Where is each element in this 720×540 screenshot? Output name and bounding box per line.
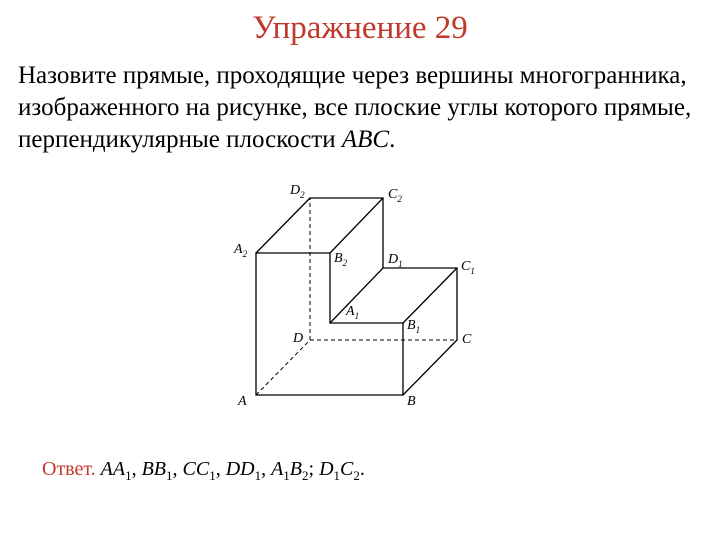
answer-item: BB <box>141 458 166 480</box>
answer-item: D <box>319 458 334 480</box>
answer-sep: , <box>261 458 272 480</box>
answer-item: AA <box>100 458 126 480</box>
label-D2: $D_2$ <box>290 183 305 200</box>
label-B2: $B_2$ <box>334 251 348 268</box>
answer-sub: 1 <box>209 468 216 483</box>
label-A: A <box>238 394 247 409</box>
answer-sub: 2 <box>353 468 360 483</box>
answer-sep: ; <box>308 458 320 480</box>
answer-item: DD <box>225 458 255 480</box>
answer-lead: Ответ. <box>42 458 96 480</box>
edge-C2B2 <box>330 198 383 253</box>
answer-item: B <box>289 458 303 480</box>
label-B1: $B_1$ <box>407 318 421 335</box>
answer-item: CC <box>182 458 210 480</box>
edge-AD-hidden <box>256 340 310 395</box>
answer-sub: 1 <box>166 468 173 483</box>
label-A2: $A_2$ <box>234 242 248 259</box>
answer-sep: . <box>359 458 365 480</box>
page-title: Упражнение 29 <box>252 10 468 46</box>
label-C1: $C_1$ <box>461 259 475 276</box>
edge-A2D2 <box>256 198 310 253</box>
label-B: B <box>407 394 416 409</box>
problem-end: . <box>389 126 396 153</box>
label-D: D <box>293 331 304 346</box>
label-C: C <box>462 332 472 347</box>
answer-sub: 1 <box>283 468 290 483</box>
answer <box>42 458 365 484</box>
answer-sep: , <box>172 458 183 480</box>
answer-sub: 2 <box>302 468 309 483</box>
label-A1: $A_1$ <box>346 304 360 321</box>
problem-text: Назовите прямые, проходящие через вершины многогранника, изображенного на рисунке, все плоские углы которого прямые, перпендикулярные плоскости <box>18 62 692 153</box>
answer-item: A <box>271 458 284 480</box>
answer-sub: 1 <box>333 468 341 483</box>
problem-plane: ABC <box>341 126 390 153</box>
answer-item: C <box>340 458 354 480</box>
edge-C1B1 <box>403 268 457 323</box>
answer-sub: 1 <box>254 468 262 483</box>
answer-sep: , <box>131 458 142 480</box>
label-D1: $D_1$ <box>388 252 403 269</box>
edge-BC <box>403 340 457 395</box>
answer-sub: 1 <box>125 468 132 483</box>
label-C2: $C_2$ <box>388 187 402 204</box>
answer-sep: , <box>215 458 226 480</box>
